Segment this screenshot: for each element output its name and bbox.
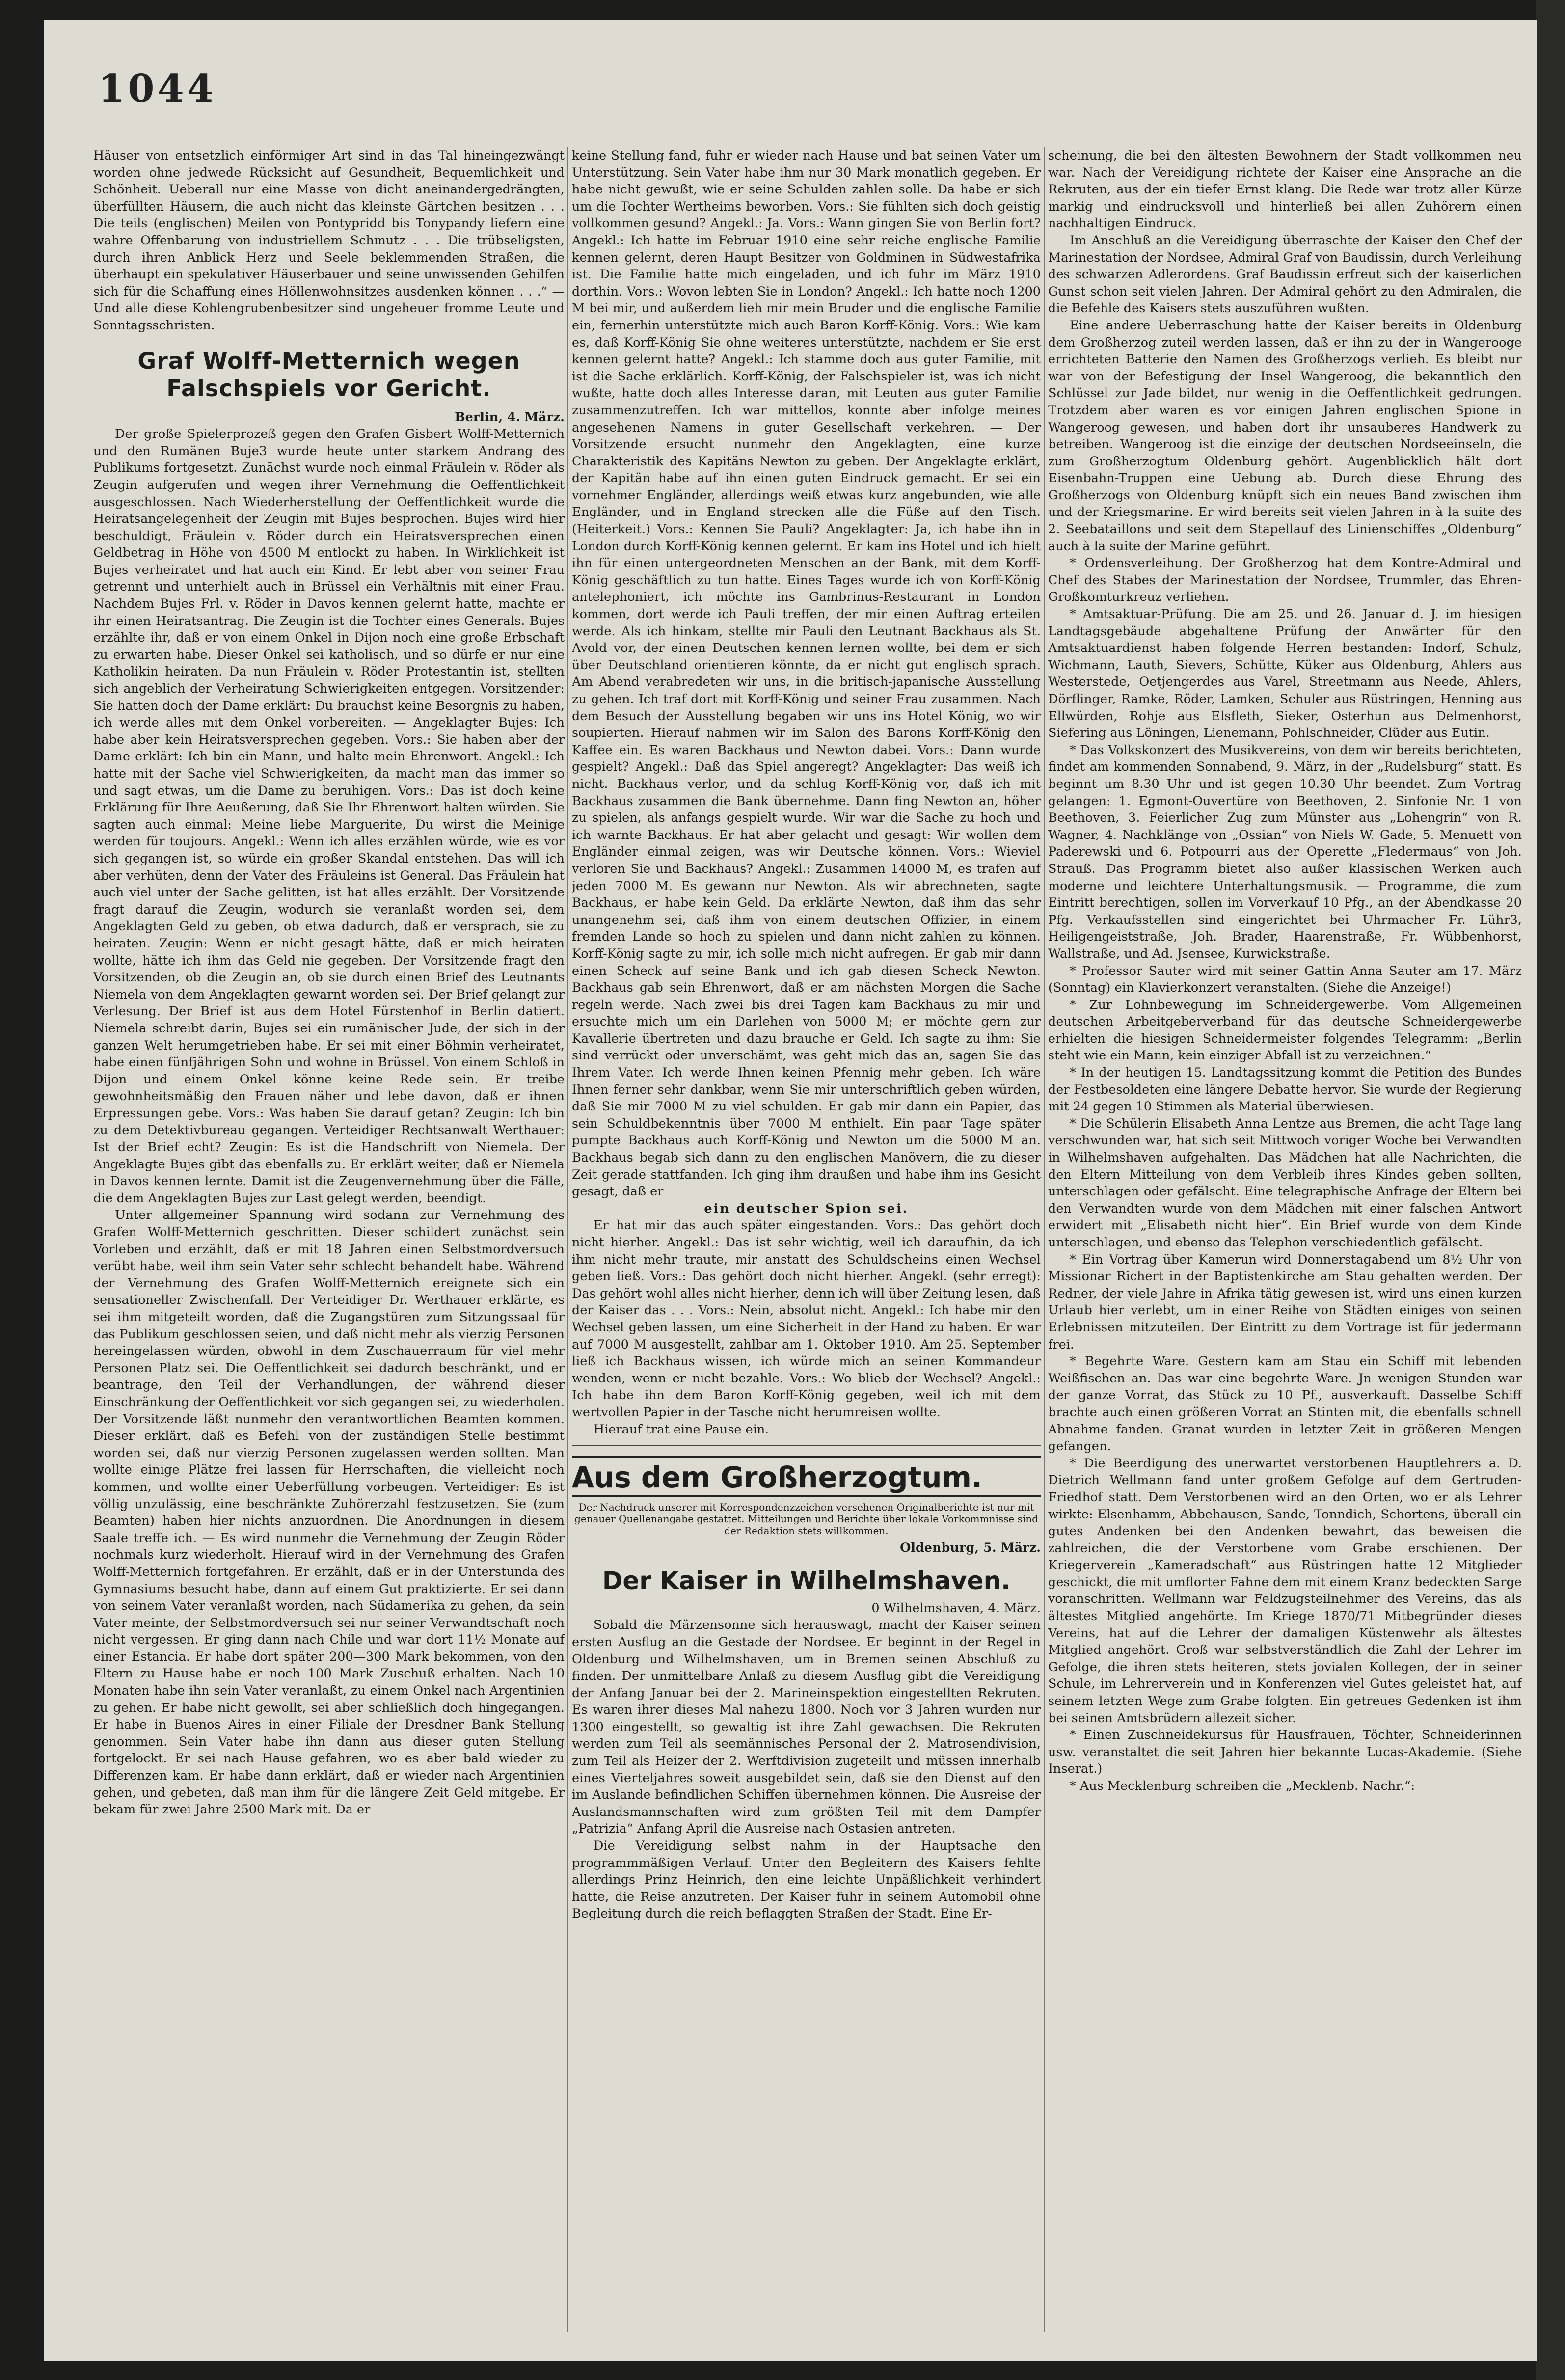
news-item: * Die Beerdigung des unerwartet verstorbenen Hauptlehrers a. D. Dietrich Wellmann fand unter großem Gefolge auf dem Gertruden-Friedhof statt. Dem Verstorbenen wird an den Orten, wo er als Lehrer wirkte: Elsenhamm, Abbehausen, Sande, Tonndich, Schortens, überall ein gutes Andenken bei den Andenken bewahrt, das beweisen die zahlreichen, die der Verstorbene vom Grabe erschienen. Der Kriegerverein „Kameradschaft“ aus Rüstringen hatte 12 Mitglieder geschickt, die mit umflorter Fahne dem mit einem Kranz bedeckten Sarge voranschritten. Wellmann war Feldzugsteilnehmer des Vereins, das als ältestes Mitglied angehörte. Im Kriege 1870/71 Mitbegründer dieses Vereins, hat auf die Lehrer der damaligen Küstenwehr als ältestes Mitglied angehört. Groß war selbstverständlich die Zahl der Lehrer im Gefolge, die ihren stets heiteren, stets jovialen Kollegen, der in seiner Schule, im Lehrerverein und in Konferenzen viel Gutes geleistet hat, auf seinem letzten Wege zum Grabe folgten. Ein getreues Gedenken ist ihm bei seinen Amtsbrüdern allezeit sicher. bbox=[1048, 1456, 1522, 1726]
dateline-berlin: Berlin, 4. März. bbox=[455, 409, 565, 425]
reprint-note: Der Nachdruck unserer mit Korrespondenzzeichen versehenen Originalberichte ist nur mit genauer Quellenangabe gestattet. Mitteilungen und Berichte über lokale Vorkommnisse sind der Redaktion stets willkommen. bbox=[574, 1501, 1038, 1537]
news-item: * Zur Lohnbewegung im Schneidergewerbe. Vom Allgemeinen deutschen Arbeitgeberverband für das deutsche Schneidergewerbe erhielten die hiesigen Schneidermeister folgendes Telegramm: „Berlin steht wie ein Mann, kein einziger Abfall ist zu verzeichnen.“ bbox=[1048, 997, 1522, 1063]
article-paragraph: Er hat mir das auch später eingestanden. Vors.: Das gehört doch nicht hierher. Angekl.: Das ist sehr wichtig, weil ich daraufhin, da ich ihm nicht mehr traute, mir anstatt des Schuldscheins einen Wechsel geben ließ. Vors.: Das gehört doch nicht hierher. Angekl. (sehr erregt): Das gehört wohl alles nicht hierher, denn ich will über Zeitung lesen, daß der Kaiser das . . . Vors.: Nein, absolut nicht. Angekl.: Ich habe mir den Wechsel geben lassen, um eine Sicherheit in der Hand zu haben. Er war auf 7000 M ausgestellt, zahlbar am 1. Oktober 1910. Am 25. September ließ ich Backhaus wissen, ich würde mich an seinen Kommandeur wenden, wenn er nicht bezahle. Vors.: Wo blieb der Wechsel? Angekl.: Ich habe ihn dem Baron Korff-König gegeben, weil ich mit dem wertvollen Papier in der Tasche nicht herumreisen wollte. bbox=[572, 1218, 1041, 1420]
column-3 bbox=[1048, 147, 1522, 2347]
right-edge-strip bbox=[1536, 0, 1565, 2380]
news-item: * Professor Sauter wird mit seiner Gattin Anna Sauter am 17. März (Sonntag) ein Klavierkonzert veranstalten. (Siehe die Anzeige!) bbox=[1048, 963, 1522, 996]
emphasis-line: ein deutscher Spion sei. bbox=[704, 1201, 909, 1216]
article-paragraph: scheinung, die bei den ältesten Bewohnern der Stadt vollkommen neu war. Nach der Vereidigung richtete der Kaiser eine Ansprache an die Rekruten, aus der ein tiefer Ernst klang. Die Rede war trotz aller Kürze markig und eindrucksvoll und hinterließ bei allen Zuhörern einen nachhaltigen Eindruck. bbox=[1048, 148, 1522, 231]
news-item: * Amtsaktuar-Prüfung. Die am 25. und 26. Januar d. J. im hiesigen Landtagsgebäude abgehaltene Prüfung der Anwärter für den Amtsaktuardienst haben folgende Herren bestanden: Indorf, Schulz, Wichmann, Lauth, Sievers, Schütte, Küker aus Oldenburg, Ahlers aus Westerstede, Oetjengerdes aus Varel, Streetmann aus Neede, Ahlers, Dörflinger, Ramke, Röder, Lamken, Schuler aus Rüstringen, Henning aus Ellwürden, Rohje aus Elsfleth, Sieker, Osterhun aus Delmenhorst, Siefering aus Löningen, Lienemann, Pohlschneider, Clüder aus Eutin. bbox=[1048, 607, 1522, 741]
news-item: * Aus Mecklenburg schreiben die „Mecklenb. Nachr.“: bbox=[1070, 1779, 1415, 1793]
news-item: * Das Volkskonzert des Musikvereins, von dem wir bereits berichteten, findet am kommenden Sonnabend, 9. März, in der „Rudelsburg“ statt. Es beginnt um 8.30 Uhr und ist gegen 10.30 Uhr beendet. Zum Vortrag gelangen: 1. Egmont-Ouvertüre von Beethoven, 2. Sinfonie Nr. 1 von Beethoven, 3. Feierlicher Zug zum Münster aus „Lohengrin“ von R. Wagner, 4. Nachklänge von „Ossian“ von Niels W. Gade, 5. Menuett von Paderewski und 6. Potpourri aus der Operette „Fledermaus“ von Joh. Strauß. Das Programm bietet also außer klassischen Werken auch moderne und leichtere Unterhaltungsmusik. — Programme, die zum Eintritt berechtigen, sollen im Vorverkauf 10 Pfg., an der Abendkasse 20 Pfg. Verkaufsstellen sind eingerichtet bei Uhrmacher Fr. Lühr3, Heiligengeiststraße, Joh. Brader, Haarenstraße, Fr. Wübbenhorst, Wallstraße, und Ad. Jsensee, Kurwickstraße. bbox=[1048, 742, 1522, 961]
column-divider-right bbox=[1044, 147, 1045, 2332]
column-1 bbox=[93, 147, 565, 2347]
article-paragraph: Der große Spielerprozeß gegen den Grafen Gisbert Wolff-Metternich und den Rumänen Buje3 wurde heute unter starkem Andrang des Publikums fortgesetzt. Zunächst wurde noch einmal Fräulein v. Röder als Zeugin aufgerufen und wegen ihrer Vernehmung die Oeffentlichkeit ausgeschlossen. Nach Wiederherstellung der Oeffentlichkeit wurde die Heiratsangelegenheit der Zeugin mit Bujes besprochen. Bujes wird hier beschuldigt, Fräulein v. Röder durch ein Heiratsversprechen einen Geldbetrag in Höhe von 4500 M entlockt zu haben. In Wirklichkeit ist Bujes verheiratet und hat auch ein Kind. Er lebt aber von seiner Frau getrennt und unterhielt auch in Brüssel ein Verhältnis mit einer Frau. Nachdem Bujes Frl. v. Röder in Davos kennen gelernt hatte, machte er ihr einen Heiratsantrag. Die Zeugin ist die Tochter eines Generals. Bujes erzählte ihr, daß er von einem Onkel in Dijon noch eine große Erbschaft zu erwarten habe. Dieser Onkel sei katholisch, und so dürfe er nur eine Katholikin heiraten. Da nun Fräulein v. Röder Protestantin ist, stellten sich angeblich der Verheiratung Schwierigkeiten entgegen. Vorsitzender: Sie hatten doch der Dame erklärt: Du brauchst keine Besorgnis zu haben, ich werde alles mit dem Onkel vorbereiten. — Angeklagter Bujes: Ich habe aber kein Heiratsversprechen gegeben. Vors.: Sie haben aber der Dame erklärt: Ich bin ein Mann, und halte mein Ehrenwort. Angekl.: Ich hatte mit der Sache viel Schwierigkeiten, da macht man das immer so und sagt etwas, um die Dame zu beruhigen. Vors.: Das ist doch keine Erklärung für Ihre Aeußerung, daß Sie Ihr Ehrenwort halten würden. Sie sagten auch einmal: Meine liebe Marguerite, Du wirst die Meinige werden für toujours. Angekl.: Wenn ich alles erzählen würde, wie es vor sich gegangen ist, so würde ein großer Skandal entstehen. Das will ich aber verhüten, denn der Vater des Fräuleins ist General. Das Fräulein hat auch viel unter der Sache gelitten, ist hat alles erzählt. Der Vorsitzende fragt darauf die Zeugin, wodurch sie veranlaßt worden sei, dem Angeklagten Geld zu geben, ob etwa dadurch, daß er versprach, sie zu heiraten. Zeugin: Wenn er nicht gesagt hätte, daß er mich heiraten wollte, hätte ich ihm das Geld nie gegeben. Der Vorsitzende fragt den Vorsitzenden, ob die Zeugin an, ob sie durch einen Brief des Leutnants Niemela von dem Angeklagten gewarnt worden sei. Der Brief gelangt zur Verlesung. Der Brief ist aus dem Hotel Fürstenhof in Berlin datiert. Niemela schreibt darin, Bujes sei ein rumänischer Jude, der sich in der ganzen Welt herumgetrieben habe. Er sei mit einer Böhmin verheiratet, habe einen fünfjährigen Sohn und wohne in Brüssel. Von einem Schloß in Dijon und einem Onkel könne keine Rede sein. Er treibe gewohnheitsmäßig den Frauen näher und lebe davon, daß er ihnen Erpressungen gebe. Vors.: Was haben Sie darauf getan? Zeugin: Ich bin zu dem Detektivbureau gegangen. Verteidiger Rechtsanwalt Werthauer: Ist der Brief echt? Zeugin: Es ist die Handschrift von Niemela. Der Angeklagte Bujes gibt das ebenfalls zu. Er erklärt weiter, daß er Niemela in Davos kennen lernte. Damit ist die Zeugenvernehmung über die Fälle, die dem Angeklagten Bujes zur Last gelegt werden, beendigt. bbox=[93, 427, 565, 1206]
dateline-oldenburg: Oldenburg, 5. März. bbox=[900, 1541, 1041, 1556]
article-paragraph: keine Stellung fand, fuhr er wieder nach Hause und bat seinen Vater um Unterstützung. Sein Vater habe ihm nur 30 Mark monatlich gegeben. Er habe nicht gewußt, wie er seine Schulden zahlen solle. Da habe er sich um die Tochter Wertheims beworben. Vors.: Sie fühlten sich doch geistig vollkommen gesund? Angekl.: Ja. Vors.: Wann gingen Sie von Berlin fort? Angekl.: Ich hatte im Februar 1910 eine sehr reiche englische Familie kennen gelernt, deren Haupt Besitzer von Goldminen in Südwestafrika ist. Die Familie hatte mich eingeladen, und ich fuhr im März 1910 dorthin. Vors.: Wovon lebten Sie in London? Angekl.: Ich hatte noch 1200 M bei mir, und außerdem lieh mir mein Bruder und die englische Familie ein, fernerhin unterstützte mich auch Baron Korff-König. Vors.: Wie kam es, daß Korff-König Sie ohne weiteres unterstützte, nachdem er Sie erst kennen gelernt hatte? Angekl.: Ich stamme doch aus guter Familie, mit ist die Sache erklärlich. Korff-König, der Falschspieler ist, was ich nicht wußte, hatte doch alles Interesse daran, mit Leuten aus guter Familie zusammenzutreffen. Ich war mittellos, konnte aber infolge meines angesehenen Namens in guter Gesellschaft verkehren. — Der Vorsitzende ersucht nunmehr den Angeklagten, eine kurze Charakteristik des Kapitäns Newton zu geben. Der Angeklagte erklärt, der Kapitän habe auf ihn einen guten Eindruck gemacht. Er sei ein vornehmer Engländer, allerdings weiß etwas kurz angebunden, wie alle Engländer, und in England strecken alle die Füße auf den Tisch. (Heiterkeit.) Vors.: Kennen Sie Pauli? Angeklagter: Ja, ich habe ihn in London durch Korff-König kennen gelernt. Er kam ins Hotel und ich hielt ihn für einen untergeordneten Menschen an der Bank, mit dem Korff-König geschäftlich zu tun hatte. Eines Tages wurde ich von Korff-König antelephoniert, ich möchte ins Gambrinus-Restaurant in London kommen, dort werde ich Pauli treffen, der mir einen Auftrag erteilen werde. Als ich hinkam, stellte mir Pauli den Leutnant Backhaus als St. Avold vor, der einen Deutschen kennen lernen wollte, bei dem er sich über Deutschland orientieren könnte, da er nicht gut englisch sprach. Am Abend verabredeten wir uns, in die britisch-japanische Ausstellung zu gehen. Ich traf dort mit Korff-König und seiner Frau zusammen. Nach dem Besuch der Ausstellung begaben wir uns ins Hotel König, wo wir soupierten. Hierauf nahmen wir im Salon des Barons Korff-König den Kaffee ein. Es waren Backhaus und Newton dabei. Vors.: Dann wurde gespielt? Angekl.: Daß das Spiel angeregt? Angeklagter: Das weiß ich nicht. Backhaus verlor, und da schlug Korff-König vor, daß ich mit Backhaus zusammen die Bank übernehme. Dann fing Newton an, höher zu spielen, als anfangs gespielt wurde. Wir war die Sache zu hoch und ich warnte Backhaus. Er hat aber gelacht und gesagt: Wir wollen dem Engländer einmal zeigen, was wir Deutsche können. Vors.: Wieviel verloren Sie und Backhaus? Angekl.: Zusammen 14000 M, es trafen auf jeden 7000 M. Es gewann nur Newton. Als wir abrechneten, sagte Backhaus, er habe kein Geld. Da erklärte Newton, daß ihm das sehr unangenehm sei, daß ihm von einem deutschen Offizier, in einem fremden Lande so hoch zu spielen und dann nicht zahlen zu können. Korff-König sagte zu mir, ich solle mich nicht aufregen. Er gab mir dann einen Scheck auf seine Bank und ich gab diesen Scheck Newton. Backhaus gab sein Ehrenwort, daß er am nächsten Morgen die Sache regeln werde. Nach zwei bis drei Tagen kam Backhaus zu mir und ersuchte mich um ein Darlehen von 5000 M; er möchte gern zur Kavallerie übertreten und dazu brauche er Geld. Ich sagte zu ihm: Sie sind verrückt oder unverschämt, was geht mich das an, sagen Sie das Ihrem Vater. Ich werde Ihnen keinen Pfennig mehr geben. Ich wäre Ihnen ferner sehr dankbar, wenn Sie mir unterschriftlich geben würden, daß Sie mir 7000 M zu viel schulden. Er gab mir dann ein Papier, das sein Schuldbekenntnis über 7000 M enthielt. Ein paar Tage später pumpte Backhaus auch Korff-König und Newton um die 5000 M an. Backhaus begab sich dann zu den englischen Manövern, die zu dieser Zeit gerade stattfanden. Ich ging ihm draußen und habe ihm ins Gesicht gesagt, daß er bbox=[572, 148, 1041, 1199]
news-item: * Ein Vortrag über Kamerun wird Donnerstagabend um 8½ Uhr von Missionar Richert in der Baptistenkirche am Stau gehalten werden. Der Redner, der viele Jahre in Afrika tätig gewesen ist, wird uns einen kurzen Urlaub hier verlebt, um in einer Reihe von Städten einiges von seinen Erlebnissen mitzuteilen. Der Eintritt zu dem Vortrage ist für jedermann frei. bbox=[1048, 1252, 1522, 1352]
section-heading-grossherzogtum: Aus dem Großherzogtum. bbox=[572, 1456, 1041, 1497]
article-paragraph: Die Vereidigung selbst nahm in der Hauptsache den programmmäßigen Verlauf. Unter den Begleitern des Kaisers fehlte allerdings Prinz Heinrich, den eine leichte Unpäßlichkeit verhindert hatte, die Reise anzutreten. Der Kaiser fuhr in seinem Automobil ohne Begleitung durch die reich beflaggten Straßen der Stadt. Eine Er- bbox=[572, 1839, 1041, 1921]
article-paragraph: Im Anschluß an die Vereidigung überraschte der Kaiser den Chef der Marinestation der Nordsee, Admiral Graf von Baudissin, durch Verleihung des schwarzen Adlerordens. Graf Baudissin erfreut sich der kaiserlichen Gunst schon seit vielen Jahren. Der Admiral gehört zu den Admiralen, die die Befehle des Kaisers stets auszuführen wußten. bbox=[1048, 233, 1522, 316]
headline-kaiser-wilhelmshaven: Der Kaiser in Wilhelmshaven. bbox=[602, 1566, 1011, 1595]
article-paragraph: Hierauf trat eine Pause ein. bbox=[594, 1422, 769, 1437]
newspaper-page bbox=[44, 20, 1537, 2361]
headline-wolff-metternich: Graf Wolff-Metternich wegen Falschspiels vor Gericht. bbox=[137, 347, 520, 402]
section-rule bbox=[572, 1445, 1041, 1446]
article-paragraph: Unter allgemeiner Spannung wird sodann zur Vernehmung des Grafen Wolff-Metternich geschritten. Dieser schildert zunächst sein Vorleben und erzählt, daß er mit 18 Jahren einen Selbstmordversuch verübt habe, weil ihm sein Vater sehr schlecht behandelt habe. Während der Vernehmung des Grafen Wolff-Metternich ereignete sich ein sensationeller Zwischenfall. Der Verteidiger Dr. Werthauer erklärte, es sei ihm mitgeteilt worden, daß die Zugangstüren zum Sitzungssaal für das Publikum geschlossen seien, und daß nicht mehr als vierzig Personen hereingelassen würden, obwohl in dem Zuschauerraum für viel mehr Personen Platz sei. Die Oeffentlichkeit sei dadurch beschränkt, und er beantrage, den Teil der Verhandlungen, der während dieser Einschränkung der Oeffentlichkeit vor sich gegangen sei, zu wiederholen. Der Vorsitzende läßt nunmehr den verantwortlichen Beamten kommen. Dieser erklärt, daß es Befehl von der zuständigen Stelle bestimmt worden sei, daß nur vierzig Personen zugelassen werden sollten. Man wollte einige Plätze frei lassen für Herrschaften, die vielleicht noch kommen, und wollte einer Ueberfüllung vorbeugen. Verteidiger: Es ist völlig unzulässig, eine beschränkte Zuhörerzahl festzusetzen. Sie (zum Beamten) haben hier nichts anzuordnen. Die Anordnungen in diesem Saale treffe ich. — Es wird nunmehr die Vernehmung der Zeugin Röder nochmals kurz wiederholt. Hierauf wird in der Vernehmung des Grafen Wolff-Metternich fortgefahren. Er erzählt, daß er in der Unterstunda des Gymnasiums besucht habe, dann auf einem Gut praktizierte. Er sei dann von seinem Vater veranlaßt worden, nach Südamerika zu gehen, da sein Vater meinte, der Selbstmordversuch sei nur seiner Verwandtschaft noch nicht vergessen. Er ging dann nach Chile und war dort 11½ Monate auf einer Estancia. Er habe dort später 200—300 Mark bekommen, von den Eltern zu Hause habe er noch 100 Mark Zuschuß erhalten. Nach 10 Monaten habe ihn sein Vater veranlaßt, zu einem Onkel nach Argentinien zu gehen. Er habe nicht gewollt, sei aber schließlich doch hingegangen. Er habe in Buenos Aires in einer Filiale der Dresdner Bank Stellung genommen. Sein Vater habe ihn dann aus dieser guten Stellung fortgelockt. Er sei nach Hause gefahren, wo es aber bald wieder zu Differenzen kam. Er habe dann erklärt, daß er wieder nach Argentinien gehen, und gebeten, daß man ihm für die längere Zeit Geld mitgebe. Er bekam für zwei Jahre 2500 Mark mit. Da er bbox=[93, 1208, 565, 1817]
article-continuation: Häuser von entsetzlich einförmiger Art sind in das Tal hineingezwängt worden ohne jedwede Rücksicht auf Gesundheit, Bequemlichkeit und Schönheit. Ueberall nur eine Masse von dicht aneinandergedrängten, überfüllten Häusern, die auch nicht das kleinste Gärtchen besitzen . . . Die teils (englischen) Meilen von Pontypridd bis Tonypandy liefern eine wahre Offenbarung von industriellem Schmutz . . . Die trübseligsten, durch ihren Anblick Herz und Seele beklemmenden Straßen, die überhaupt ein spekulativer Häuserbauer und seine unwissenden Gehilfen sich für die Schaffung eines Höllenwohnsitzes ausdenken können . . .“ — Und alle diese Kohlengrubenbesitzer sind ungeheuer fromme Leute und Sonntagsschristen. bbox=[93, 148, 565, 333]
news-item: * Einen Zuschneidekursus für Hausfrauen, Töchter, Schneiderinnen usw. veranstaltet die seit Jahren hier bekannte Lucas-Akademie. (Siehe Inserat.) bbox=[1048, 1728, 1522, 1777]
column-divider-left bbox=[567, 147, 568, 2332]
news-item: * Ordensverleihung. Der Großherzog hat dem Kontre-Admiral und Chef des Stabes der Marinestation der Nordsee, Trummler, das Ehren-Großkomturkreuz verliehen. bbox=[1048, 556, 1522, 605]
dateline-wilhelmshaven: 0 Wilhelmshaven, 4. März. bbox=[871, 1600, 1041, 1616]
news-item: * Die Schülerin Elisabeth Anna Lentze aus Bremen, die acht Tage lang verschwunden war, hat sich seit Mittwoch voriger Woche bei Verwandten in Wilhelmshaven aufgehalten. Das Mädchen hat alle Nachrichten, die den Eltern Mitteilung von dem Verbleib ihres Kindes geben sollten, unterschlagen oder gefälscht. Eine telegraphische Anfrage der Eltern bei den Verwandten wurde von dem Mädchen mit einer falschen Antwort erwidert mit „Elisabeth nicht hier“. Ein Brief wurde von dem Kinde unterschlagen, und ebenso das Telephon verschiedentlich gefälscht. bbox=[1048, 1116, 1522, 1250]
news-item: * In der heutigen 15. Landtagssitzung kommt die Petition des Bundes der Festbesoldeten eine längere Debatte hervor. Sie wurde der Regierung mit 24 gegen 10 Stimmen als Material überwiesen. bbox=[1048, 1065, 1522, 1114]
article-paragraph: Sobald die Märzensonne sich herauswagt, macht der Kaiser seinen ersten Ausflug an die Gestade der Nordsee. Er beginnt in der Regel in Oldenburg und Wilhelmshaven, um in Bremen seinen Abschluß zu finden. Der unmittelbare Anlaß zu diesem Ausflug gibt die Vereidigung der Anfang Januar bei der 2. Marineinspektion eingestellten Rekruten. Es waren ihrer dieses Mal nahezu 1800. Noch vor 3 Jahren wurden nur 1300 eingestellt, so gewaltig ist ihre Zahl gewachsen. Die Rekruten werden zum Teil als seemännisches Personal der 2. Matrosendivision, zum Teil als Heizer der 2. Werftdivision zugeteilt und müssen innerhalb eines Vierteljahres soweit ausgebildet sein, daß sie den Dienst auf den im Auslande befindlichen Schiffen übernehmen können. Die Ausreise der Auslandsmannschaften wird zum größten Teil mit dem Dampfer „Patrizia“ Anfang April die Ausreise nach Ostasien antreten. bbox=[572, 1618, 1041, 1837]
page-number: 1044 bbox=[98, 66, 217, 111]
column-2 bbox=[572, 147, 1041, 2347]
article-paragraph: Eine andere Ueberraschung hatte der Kaiser bereits in Oldenburg dem Großherzog zuteil werden lassen, daß er ihn zu der in Wangerooge errichteten Batterie den Namen des Großherzogs verlieh. Es bleibt nur war von der Befestigung der Insel Wangeroog, die bekanntlich den Schlüssel zur Jade bildet, nur wenig in die Oeffentlichkeit gedrungen. Trotzdem aber waren es vor einigen Jahren englischen Spione in Wangeroog gewesen, und haben dort ihr unsauberes Handwerk zu betreiben. Wangeroog ist die einzige der deutschen Nordseeinseln, die zum Großherzogtum Oldenburg gehört. Augenblicklich hält dort Eisenbahn-Truppen eine Uebung ab. Durch diese Ehrung des Großherzogs von Oldenburg knüpft sich ein neues Band zwischen ihm und der Kriegsmarine. Er wird bereits seit vielen Jahren in à la suite des 2. Seebataillons und seit dem Stapellauf des Linienschiffes „Oldenburg“ auch à la suite der Marine geführt. bbox=[1048, 318, 1522, 554]
news-item: * Begehrte Ware. Gestern kam am Stau ein Schiff mit lebenden Weißfischen an. Das war eine begehrte Ware. Jn wenigen Stunden war der ganze Vorrat, das Stück zu 10 Pf., ausverkauft. Dasselbe Schiff brachte auch einen größeren Vorrat an Stinten mit, die ebenfalls schnell Abnahme fanden. Granat wurden in letzter Zeit in größeren Mengen gefangen. bbox=[1048, 1354, 1522, 1454]
